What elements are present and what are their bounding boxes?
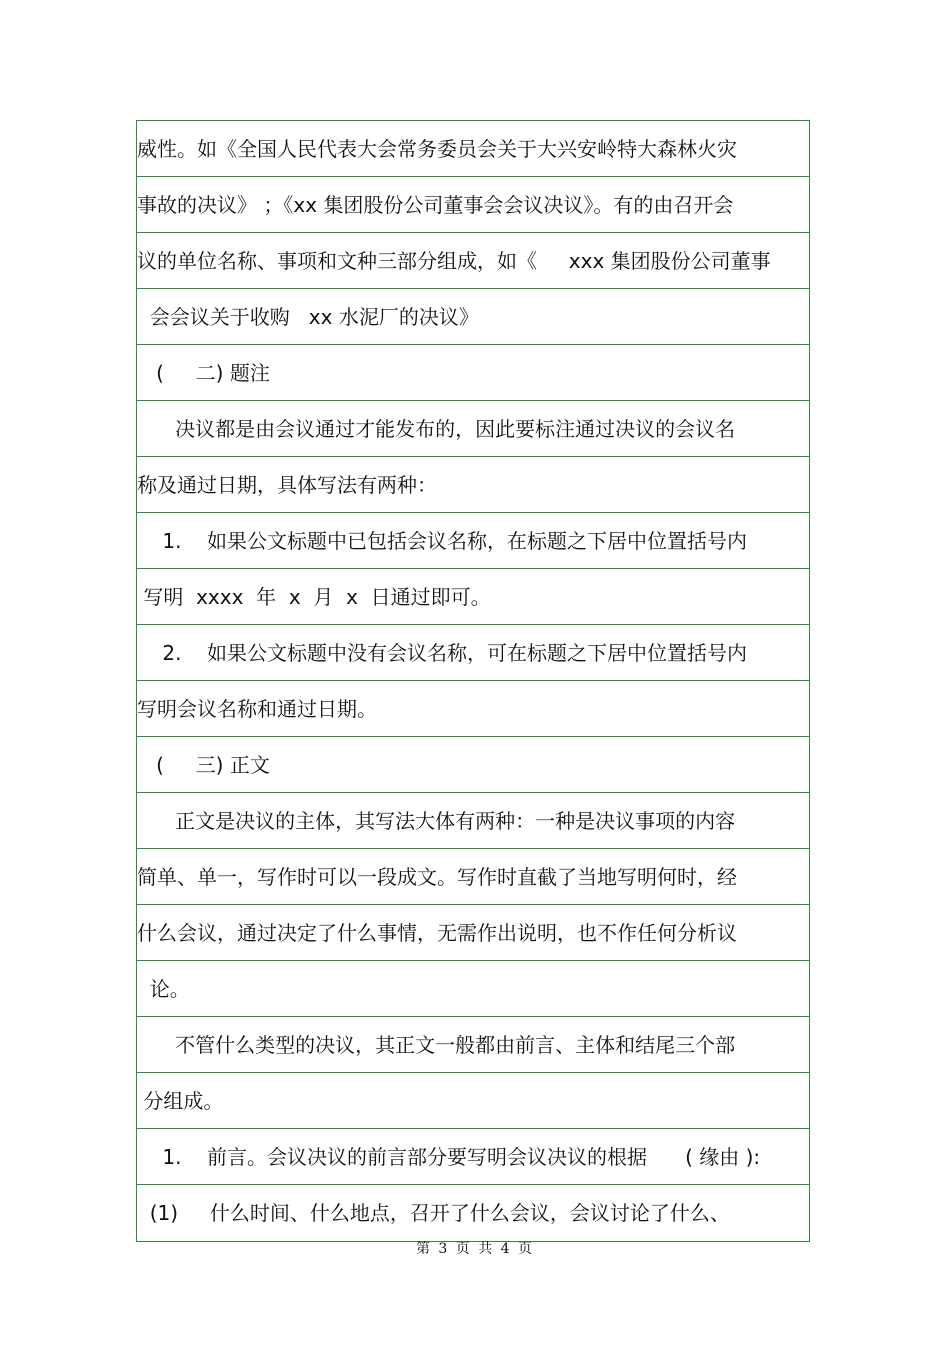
text-line [137, 233, 809, 289]
text-line [137, 905, 809, 961]
numbered-item-line [137, 625, 809, 681]
numbered-item: 2. 如果公文标题中没有会议名称，可在标题之下居中位置括号内 [137, 640, 747, 665]
text-line [137, 457, 809, 513]
text-line [137, 961, 809, 1017]
text-line-content: 威性。如《全国人民代表大会常务委员会关于大兴安岭特大森林火灾 [137, 136, 737, 161]
text-line-content: 不管什么类型的决议，其正文一般都由前言、主体和结尾三个部 [137, 1032, 736, 1057]
text-line-content: 议的单位名称、事项和文种三部分组成，如《 xxx 集团股份公司董事 [137, 248, 771, 273]
text-line [137, 1017, 809, 1073]
text-line-content: 会会议关于收购 xx 水泥厂的决议》 [137, 304, 479, 329]
text-line [137, 849, 809, 905]
text-line-content: 事故的决议》 ；《xx 集团股份公司董事会会议决议》。有的由召开会 [137, 192, 734, 217]
text-line-content: 写明 xxxx 年 x 月 x 日通过即可。 [137, 584, 491, 609]
text-line-content: 分组成。 [137, 1088, 224, 1113]
text-line [137, 289, 809, 345]
text-line-content: 正文是决议的主体，其写法大体有两种：一种是决议事项的内容 [137, 808, 736, 833]
section-heading: ( 二) 题注 [137, 360, 270, 385]
numbered-item-line [137, 1129, 809, 1185]
text-line [137, 121, 809, 177]
text-line-content: 决议都是由会议通过才能发布的，因此要标注通过决议的会议名 [137, 416, 736, 441]
numbered-item: 1. 前言。会议决议的前言部分要写明会议决议的根据 ( 缘由 ): [137, 1144, 761, 1169]
numbered-item: 1. 如果公文标题中已包括会议名称，在标题之下居中位置括号内 [137, 528, 747, 553]
text-line-content: 简单、单一，写作时可以一段成文。写作时直截了当地写明何时，经 [137, 864, 737, 889]
text-line-content: 论。 [137, 976, 190, 1001]
text-line [137, 177, 809, 233]
text-line-content: 称及通过日期，具体写法有两种： [137, 472, 437, 497]
page-number-footer: 第 3 页 共 4 页 [415, 1241, 535, 1257]
ruled-text-frame [136, 120, 810, 1242]
section-heading-line [137, 737, 809, 793]
numbered-item: (1) 什么时间、什么地点，召开了什么会议，会议讨论了什么、 [137, 1201, 730, 1225]
section-heading-line [137, 345, 809, 401]
section-heading: ( 三) 正文 [137, 752, 270, 777]
text-line-content: 写明会议名称和通过日期。 [137, 696, 377, 721]
text-line [137, 1073, 809, 1129]
text-line [137, 793, 809, 849]
numbered-item-line [137, 1185, 809, 1241]
text-line [137, 569, 809, 625]
text-line-content: 什么会议，通过决定了什么事情，无需作出说明，也不作任何分析议 [137, 920, 737, 945]
text-line [137, 681, 809, 737]
numbered-item-line [137, 513, 809, 569]
text-line [137, 401, 809, 457]
